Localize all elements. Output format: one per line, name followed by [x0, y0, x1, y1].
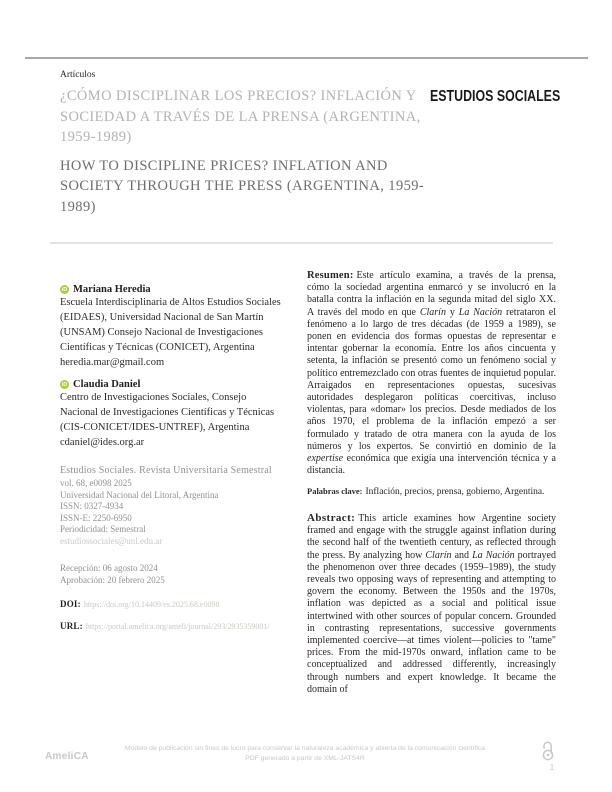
- author-email[interactable]: heredia.mar@gmail.com: [60, 357, 165, 368]
- author-name: Claudia Daniel: [73, 379, 141, 390]
- approval-date: Aprobación: 20 febrero 2025: [60, 575, 165, 586]
- resumen-text: Este artículo examina, a través de la prensa, cómo la sociedad argentina enmarcó y se involucró en la batalla contra la inflación en la segunda mitad del siglo XX. A través del modo en que Clarín y La Nación retrataron el fenómeno a lo largo de tres décadas (de 1959 a 1989), se ponen en evidencia dos formas opuestas de representar e intentar gobernar la economía. Entre los años cincuenta y setenta, la inflación se presentó como un fenómeno social y político entremezclado con otras fuentes de inquietud popular. Arraigados en representaciones opuestas, sucesivas autoridades desplegaron políticas coercitivas, incluso violentas, para «domar» los precios. Desde mediados de los años 1970, el problema de la inflación empezó a ser formulado y tratado de otra manera con la ayuda de los números y los expertos. Se convirtió en dominio de la expertise económica que exigía una intervención técnica y a distancia.: [307, 270, 557, 477]
- journal-volume: vol. 68, e0098 2025: [60, 478, 132, 488]
- author-name: Mariana Heredia: [73, 284, 151, 295]
- journal-publisher: Universidad Nacional del Litoral, Argentina: [60, 489, 219, 500]
- url-label: URL:: [60, 620, 83, 631]
- header-rule: [25, 57, 588, 59]
- journal-email-link[interactable]: estudiossociales@unl.edu.ar: [60, 535, 163, 546]
- orcid-icon[interactable]: iD: [61, 381, 68, 388]
- author-block: [60, 284, 284, 370]
- orcid-icon[interactable]: iD: [61, 286, 68, 293]
- doi-label: DOI:: [60, 598, 81, 609]
- journal-issn-e: ISSN-E: 2250-6950: [60, 512, 132, 523]
- author-name-row: [60, 284, 284, 295]
- reception-date: Recepción: 06 agosto 2024: [60, 562, 158, 573]
- abstract-text: This article examines how Argentine society framed and engage with the struggle against inflation during the second half of the twentieth century, as reflected through the press. By analyzing how Clarín and La Nación portrayed the phenomenon over three decades (1959–1989), the study reveals two opposing ways of representing and attempting to govern the economy. Between the 1950s and the 1970s, inflation was depicted as a social and political issue intertwined with other sources of popular concern. Grounded in contrasting representations, successive governments implemented coercive—at times violent—policies to "tame" prices. From the mid-1970s onward, inflation came to be conceptualized and addressed differently, increasingly through numbers and expert knowledge. It became the domain of: [307, 512, 556, 695]
- doi-line: [60, 599, 284, 609]
- journal-info-block: [60, 464, 284, 548]
- section-label: Artículos: [60, 70, 96, 80]
- resumen-paragraph: [307, 270, 556, 477]
- journal-logo: ESTUDIOS SOCIALES: [430, 88, 561, 105]
- abstract-paragraph: [307, 512, 556, 696]
- author-name-row: [60, 379, 284, 390]
- author-block: [60, 379, 284, 450]
- resumen-label: Resumen:: [307, 270, 354, 281]
- dates-block: [60, 562, 284, 587]
- doi-link[interactable]: https://doi.org/10.14409/es.2025.68.e0098: [83, 599, 220, 609]
- footer-note-line2: PDF generado a partir de XML-JATS4R: [245, 754, 365, 762]
- keywords-label: Palabras clave:: [307, 486, 363, 497]
- page-number: 1: [549, 763, 555, 772]
- metadata-column: [60, 284, 284, 631]
- title-divider-rule: [50, 242, 553, 244]
- amelica-logo: AmeliCA: [45, 751, 89, 762]
- journal-periodicity: Periodicidad: Semestral: [60, 524, 146, 535]
- keywords-text: Inflación, precios, prensa, gobierno, Argentina.: [365, 487, 545, 498]
- title-block: [60, 86, 432, 217]
- journal-issn: ISSN: 0327-4934: [60, 501, 124, 512]
- url-line: [60, 621, 284, 631]
- author-affiliation: Escuela Interdisciplinaria de Altos Estudios Sociales (EIDAES), Universidad Nacional de San Martín (UNSAM) Consejo Nacional de Investigaciones Científicas y Técnicas (CONICET), Argentina: [60, 297, 281, 353]
- abstract-label: Abstract:: [307, 511, 356, 524]
- footer-note: [90, 744, 520, 763]
- abstracts-column: [307, 270, 556, 696]
- article-title-english: HOW TO DISCIPLINE PRICES? INFLATION AND SOCIETY THROUGH THE PRESS (ARGENTINA, 1959-1989): [60, 157, 425, 215]
- url-link[interactable]: https://portal.amelica.org/ameli/journal/293/2935359001/: [85, 621, 270, 631]
- keywords-line: [307, 486, 556, 499]
- journal-title: Estudios Sociales. Revista Universitaria Semestral: [60, 465, 272, 476]
- author-email[interactable]: cdaniel@ides.org.ar: [60, 437, 145, 448]
- article-title-spanish: ¿CÓMO DISCIPLINAR LOS PRECIOS? INFLACIÓN Y SOCIEDAD A TRAVÉS DE LA PRENSA (ARGENTINA, 1959-1989): [60, 88, 421, 145]
- footer-note-line1: Modelo de publicación sin fines de lucro para conservar la naturaleza académica y abierta de la comunicación científica: [124, 745, 486, 752]
- author-affiliation: Centro de Investigaciones Sociales, Consejo Nacional de Investigaciones Científicas y Técnicas (CIS-CONICET/IDES-UNTREF), Argentina: [60, 392, 275, 433]
